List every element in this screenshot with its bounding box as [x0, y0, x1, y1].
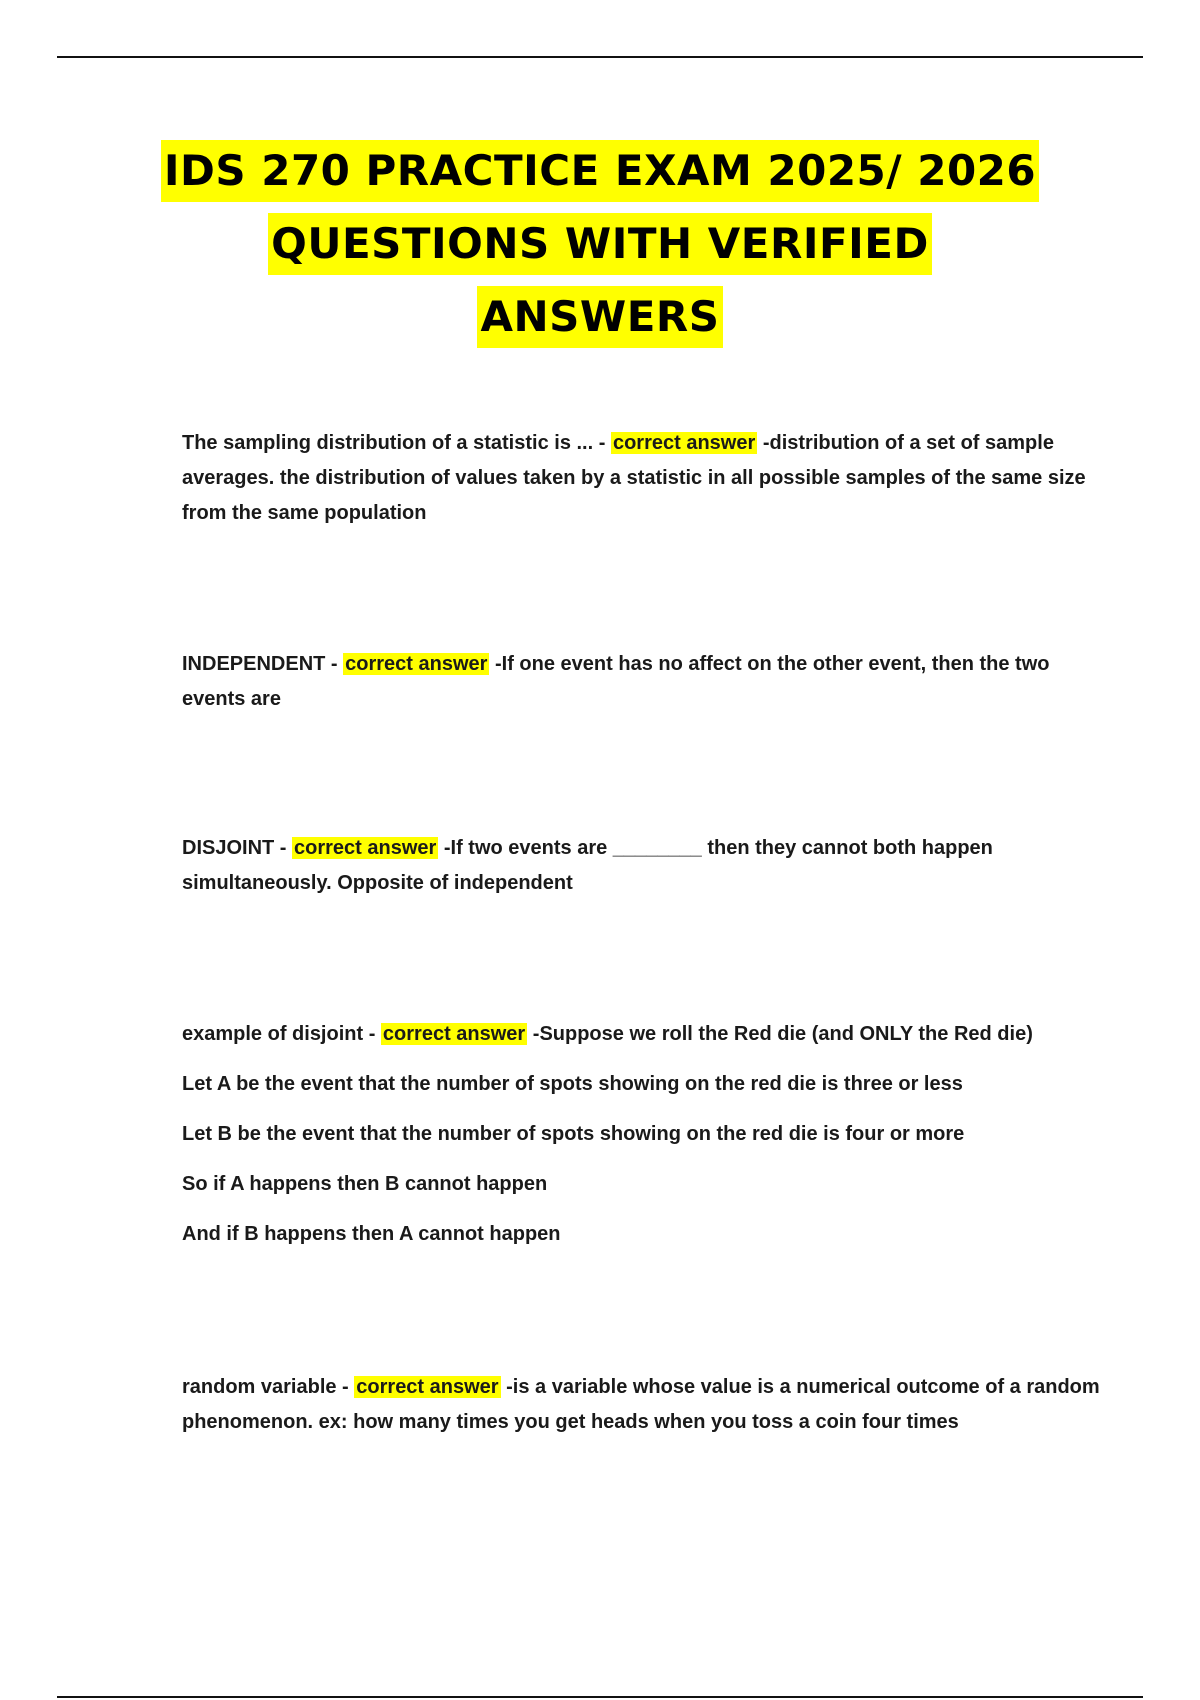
- example-line: Let B be the event that the number of spots showing on the red die is four or more: [182, 1123, 965, 1145]
- example-line: And if B happens then A cannot happen: [182, 1223, 561, 1245]
- qa-answer: -If one event has no affect on the other event, then the two events are: [182, 653, 1050, 710]
- qa-answer: -Suppose we roll the Red die (and ONLY the Red die): [532, 1023, 1033, 1045]
- example-line: So if A happens then B cannot happen: [182, 1173, 548, 1195]
- title-line-3: ANSWERS: [0, 286, 1200, 359]
- correct-answer-highlight: correct answer: [345, 653, 488, 675]
- qa-item-disjoint: [182, 831, 1102, 901]
- qa-item-independent: [182, 647, 1102, 717]
- qa-term: example of disjoint -: [182, 1023, 376, 1045]
- qa-term: INDEPENDENT -: [182, 653, 338, 675]
- qa-text: [182, 647, 1102, 717]
- top-rule: [57, 56, 1143, 58]
- qa-text: [182, 1017, 1102, 1052]
- qa-text: [182, 831, 1102, 901]
- correct-answer-highlight: correct answer: [382, 1023, 526, 1045]
- qa-item-sampling-distribution: [182, 426, 1102, 531]
- title-line-2: QUESTIONS WITH VERIFIED: [0, 213, 1200, 286]
- qa-answer: -distribution of a set of sample averages. the distribution of values taken by a statistic in all possible samples of the same size from the same population: [182, 432, 1086, 524]
- qa-text: [182, 1370, 1102, 1440]
- qa-item-random-variable: [182, 1370, 1102, 1440]
- correct-answer-highlight: correct answer: [356, 1376, 499, 1398]
- qa-term: random variable -: [182, 1376, 349, 1398]
- correct-answer-highlight: correct answer: [612, 432, 756, 454]
- qa-answer: -If two events are ________ then they cannot both happen simultaneously. Opposite of independent: [182, 837, 993, 894]
- qa-text: [182, 426, 1102, 531]
- qa-term: DISJOINT -: [182, 837, 287, 859]
- qa-item-example-of-disjoint: [182, 1017, 1102, 1252]
- qa-term: The sampling distribution of a statistic is ... -: [182, 432, 606, 454]
- document-title: [0, 140, 1200, 359]
- example-line: Let A be the event that the number of spots showing on the red die is three or less: [182, 1073, 963, 1095]
- title-line-1: IDS 270 PRACTICE EXAM 2025/ 2026: [0, 140, 1200, 213]
- qa-answer: -is a variable whose value is a numerical outcome of a random phenomenon. ex: how many times you get heads when you toss a coin four times: [182, 1376, 1100, 1433]
- bottom-rule: [57, 1696, 1143, 1698]
- correct-answer-highlight: correct answer: [294, 837, 437, 859]
